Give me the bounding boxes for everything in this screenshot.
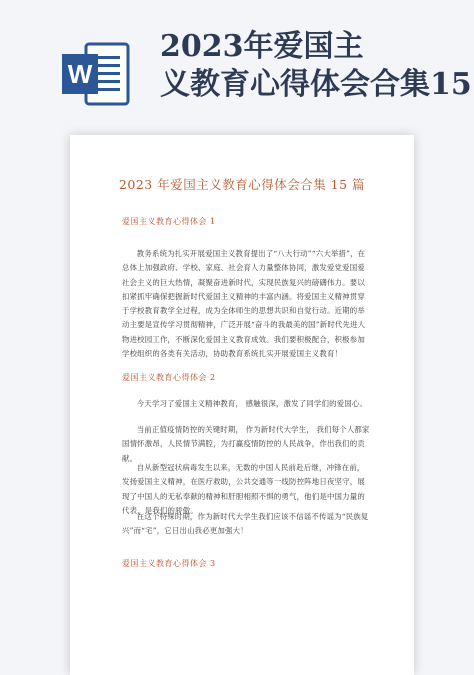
header-banner	[0, 0, 474, 132]
section-heading: 爱国主义教育心得体会 1	[122, 217, 216, 226]
document-title	[160, 28, 472, 104]
page-title: 2023 年爱国主义教育心得体会合集 15 篇	[118, 177, 366, 192]
section-paragraph: 在这个特殊时期，作为新时代大学生我们应该不信谣不传谣为“民族复兴”而“宅”，它日出山我必更加强大！	[122, 512, 369, 536]
title-line-1: 2023年爱国主	[160, 29, 364, 64]
section-paragraph: 自从新型冠状病毒发生以来，无数的中国人民前赴后继，冲锋在前，发扬爱国主义精神，在医疗救助，公共交通等一线防控阵地日夜坚守，展现了中国人的无私奉献的精神和肝胆相照不惧的勇气，他们是中国力量的代表，是我们的骄傲。	[122, 463, 365, 515]
section-paragraph: 今天学习了爱国主义精神教育， 感触很深，激发了同学们的爱国心。	[136, 399, 368, 408]
section-heading: 爱国主义教育心得体会 3	[122, 559, 216, 568]
section-paragraph: 当前正值疫情防控的关键时期， 作为新时代大学生， 我们每个人都家国情怀激昂，人民情节满腔，为打赢疫情防控的人民战争，作出我们的贡献。	[122, 425, 370, 463]
document-preview-page	[70, 135, 414, 675]
section-paragraph: 教务系统为扎实开展爱国主义教育提出了“八大行动”“六大举措”，在总体上加强政府、学校、家庭、社会育人力量整体协同，激发爱党爱国爱社会主义的巨大热情，凝聚奋进新时代，实现民族复兴的磅礴伟力。要以扣紧抓牢确保把握新时代爱国主义精神的丰富内涵。将爱国主义精神贯穿于学校教育教学全过程，成为全体师生的思想共识和自觉行动。近期的举动主要是宣传学习贯彻精神，广泛开展“奋斗的我最美的国”新时代先进人物进校园工作，不断深化爱国主义教育成效。我们要积极配合，积极参加学校组织的各类有关活动，协助教育系统扎实开展爱国主义教育！	[122, 249, 366, 359]
word-letter: W	[67, 59, 93, 89]
title-line-2: 义教育心得体会合集15	[160, 67, 472, 102]
section-heading: 爱国主义教育心得体会 2	[122, 373, 216, 382]
word-doc-icon	[60, 40, 130, 110]
